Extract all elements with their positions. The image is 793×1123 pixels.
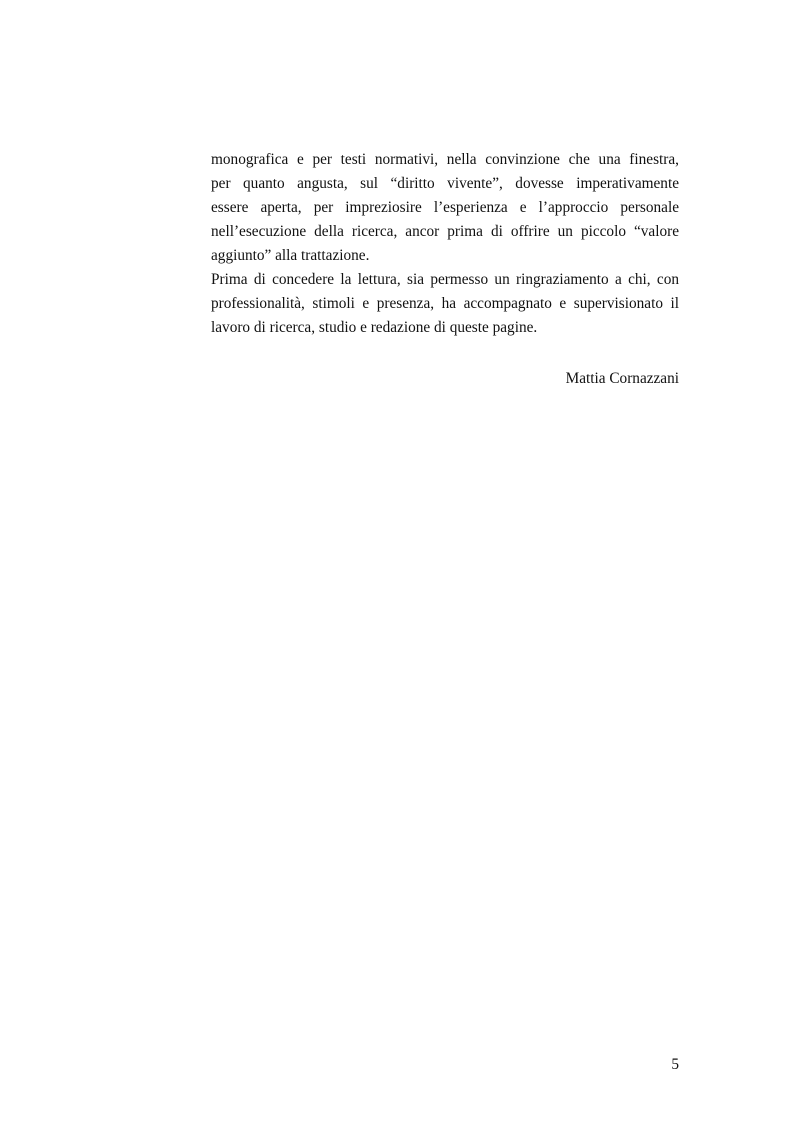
paragraph-1-line-1: monografica e per testi normativi, nella convinzione che una finestra, [211,151,679,168]
paragraph-1-line-2: per quanto angusta, sul “diritto vivente”, dovesse imperativamente [211,175,679,192]
paragraph-2-line-3: lavoro di ricerca, studio e redazione di queste pagine. [211,319,538,336]
author-signature: Mattia Cornazzani [565,370,679,387]
paragraph-2 [211,268,679,340]
paragraph-1 [211,148,679,268]
body-text [211,148,679,340]
paragraph-1-line-5: aggiunto” alla trattazione. [211,247,370,264]
page-number: 5 [671,1056,679,1073]
paragraph-2-line-1: Prima di concedere la lettura, sia permesso un ringraziamento a chi, con [211,271,679,288]
paragraph-1-line-4: nell’esecuzione della ricerca, ancor prima di offrire un piccolo “valore [211,223,679,240]
paragraph-1-line-3: essere aperta, per impreziosire l’esperienza e l’approccio personale [211,199,679,216]
paragraph-2-line-2: professionalità, stimoli e presenza, ha accompagnato e supervisionato il [211,295,679,312]
